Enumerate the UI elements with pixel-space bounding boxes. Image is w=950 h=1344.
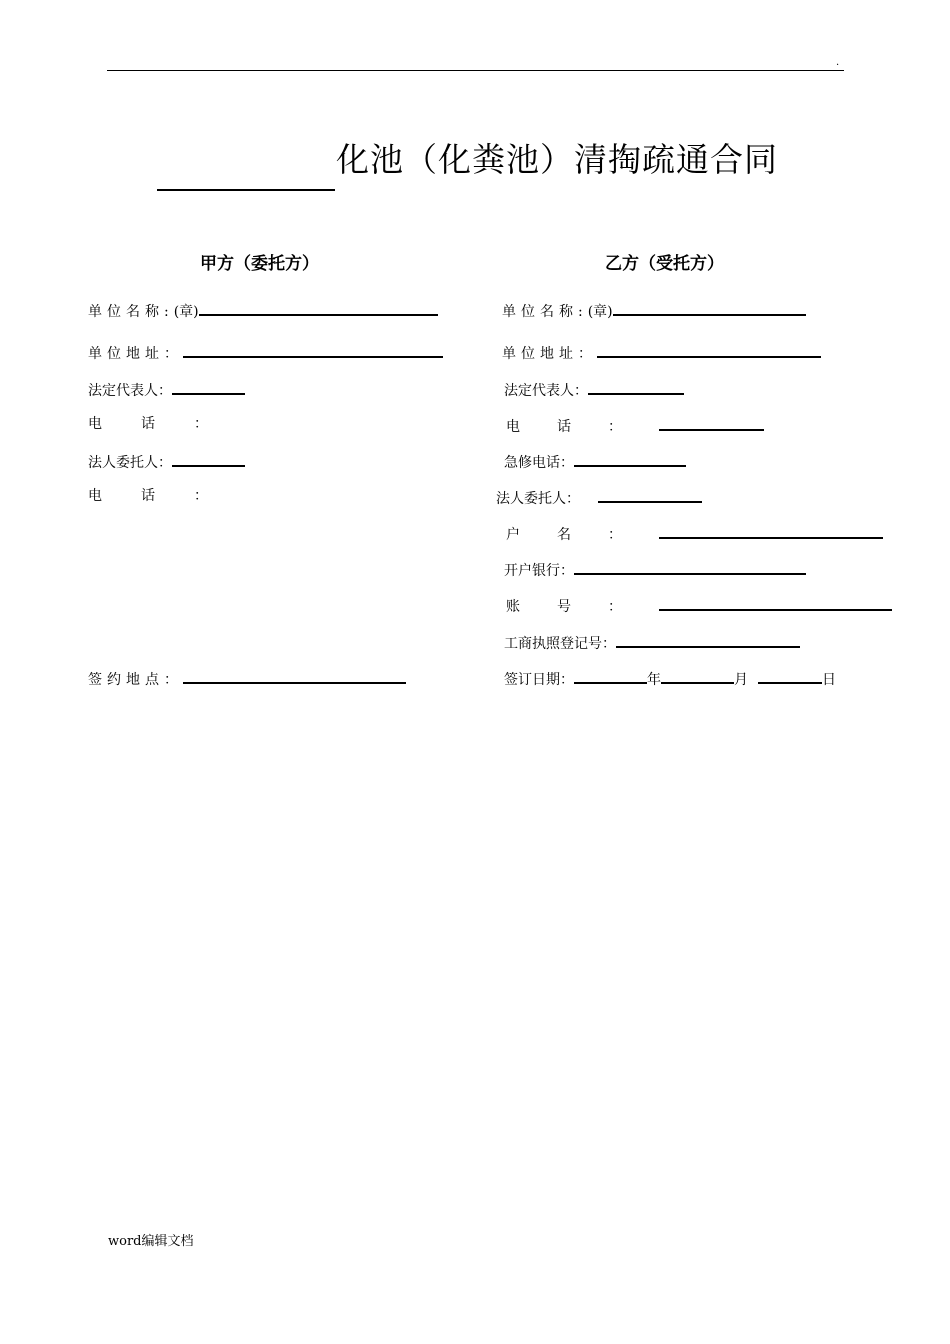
party-b-year-label: 年: [647, 672, 661, 688]
party-a-agent-label: 法人委托人：: [88, 455, 172, 471]
party-a-unit-address-field[interactable]: [183, 342, 443, 358]
party-b-phone-row: [506, 415, 764, 436]
party-a-agent-row: [88, 451, 245, 472]
party-b-phone-field[interactable]: [659, 415, 764, 431]
document-title: 化池（化粪池）清掏疏通合同: [336, 140, 778, 179]
title-blank-line[interactable]: [157, 189, 335, 191]
party-b-account-no-label: 账号：: [506, 599, 659, 615]
header-rule: [107, 70, 844, 71]
party-b-emergency-phone-label: 急修电话：: [504, 455, 574, 471]
party-a-heading: 甲方（委托方）: [200, 254, 319, 274]
party-a-seal-label: (章): [173, 304, 199, 320]
party-a-phone-label: 电话：: [88, 416, 247, 432]
party-b-agent-label: 法人委托人：: [496, 491, 580, 507]
party-b-phone-label: 电话：: [506, 419, 659, 435]
party-b-sign-date-row: [504, 668, 836, 689]
party-b-emergency-phone-field[interactable]: [574, 451, 686, 467]
party-a-phone2-label: 电话：: [88, 488, 247, 504]
party-b-sign-year-field[interactable]: [574, 668, 647, 684]
party-b-legal-rep-row: [504, 379, 684, 400]
party-b-unit-name-row: [502, 300, 806, 321]
party-b-sign-date-label: 签订日期：: [504, 672, 574, 688]
party-a-legal-rep-label: 法定代表人：: [88, 383, 172, 399]
footer-note: word编辑文档: [108, 1234, 194, 1249]
party-a-unit-address-label: 单位地址：: [88, 346, 183, 362]
party-b-reg-no-field[interactable]: [616, 632, 800, 648]
party-b-agent-field[interactable]: [598, 487, 702, 503]
party-b-seal-label: (章): [587, 304, 613, 320]
party-b-unit-address-label: 单位地址：: [502, 346, 597, 362]
party-a-agent-field[interactable]: [172, 451, 245, 467]
party-b-bank-field[interactable]: [574, 559, 806, 575]
party-a-unit-name-row: [88, 300, 438, 321]
party-b-unit-address-field[interactable]: [597, 342, 821, 358]
party-b-account-name-field[interactable]: [659, 523, 883, 539]
party-b-reg-no-row: [504, 632, 800, 653]
party-b-heading: 乙方（受托方）: [605, 254, 724, 274]
party-a-legal-rep-row: [88, 379, 245, 400]
party-a-phone-row: [88, 415, 247, 433]
party-a-unit-name-label: 单位名称:: [88, 304, 174, 320]
party-b-account-no-field[interactable]: [659, 595, 892, 611]
party-a-legal-rep-field[interactable]: [172, 379, 245, 395]
party-a-sign-place-row: [88, 668, 406, 689]
party-b-account-name-row: [506, 523, 883, 544]
party-b-emergency-phone-row: [504, 451, 686, 472]
party-b-month-label: 月: [734, 672, 748, 688]
party-b-day-label: 日: [822, 672, 836, 688]
party-b-bank-row: [504, 559, 806, 580]
party-b-sign-month-field[interactable]: [661, 668, 734, 684]
party-b-legal-rep-field[interactable]: [588, 379, 684, 395]
party-b-bank-label: 开户银行：: [504, 563, 574, 579]
party-b-unit-name-field[interactable]: [613, 300, 806, 316]
party-a-unit-address-row: [88, 342, 443, 363]
party-b-unit-address-row: [502, 342, 821, 363]
header-dot: .: [836, 57, 840, 68]
party-b-legal-rep-label: 法定代表人：: [504, 383, 588, 399]
party-a-sign-place-label: 签约地点：: [88, 672, 183, 688]
party-a-unit-name-field[interactable]: [199, 300, 438, 316]
party-b-reg-no-label: 工商执照登记号：: [504, 636, 616, 652]
party-b-agent-row: [496, 487, 702, 508]
party-b-account-name-label: 户名：: [506, 527, 659, 543]
party-b-account-no-row: [506, 595, 892, 616]
party-b-unit-name-label: 单位名称:: [502, 304, 588, 320]
party-b-sign-day-field[interactable]: [758, 668, 822, 684]
party-a-sign-place-field[interactable]: [183, 668, 406, 684]
party-a-phone2-row: [88, 487, 247, 505]
